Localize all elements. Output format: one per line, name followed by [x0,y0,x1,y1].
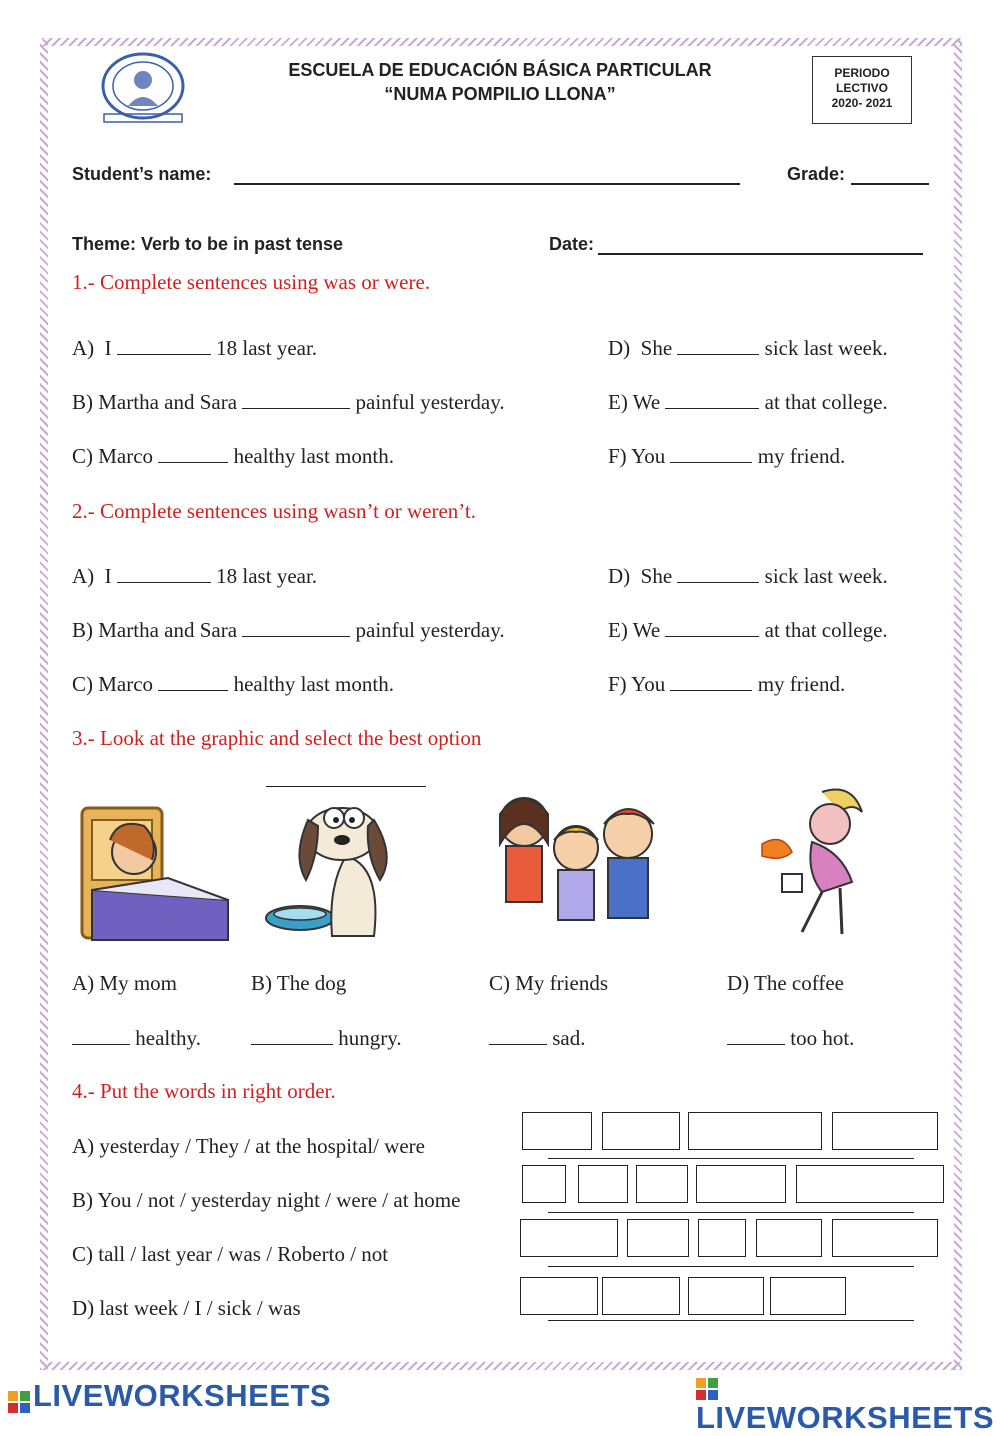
item-text: C) Marco [72,672,159,696]
section4-title: 4.- Put the words in right order. [72,1079,336,1103]
theme-label: Theme: Verb to be in past tense [72,234,344,254]
page-border-top [42,38,962,46]
word-box[interactable] [602,1277,680,1315]
answer-blank[interactable] [670,444,752,463]
s4-item-b: B) You / not / yesterday night / were / at home [72,1188,461,1212]
item-text: sick last week. [759,336,888,360]
page-border-bottom [42,1362,962,1370]
hot-coffee-illustration [722,782,890,942]
item-text: A) I [72,564,117,588]
school-name-line1: ESCUELA DE EDUCACIÓN BÁSICA PARTICULAR [288,60,712,80]
s2-item-c [72,672,394,697]
answer-blank[interactable] [117,336,211,355]
student-name-label: Student’s name: [72,164,212,184]
caption-c: C) My friends [489,971,608,995]
answer-line [548,1266,914,1267]
grade-label: Grade: [787,164,846,184]
word-box[interactable] [522,1165,566,1203]
completion-text: healthy. [135,1026,201,1050]
completion-text: hungry. [338,1026,402,1050]
s1-item-f [608,444,845,469]
word-box[interactable] [698,1219,746,1257]
period-line: PERIODO [834,66,890,80]
section1-title: 1.- Complete sentences using was or were. [72,270,431,294]
item-text: 18 last year. [210,564,318,588]
date-label: Date: [549,234,595,254]
item-text: D) She [608,564,678,588]
answer-line [548,1158,914,1159]
friends-illustration [488,784,663,942]
answer-blank[interactable] [670,672,752,691]
word-box[interactable] [688,1112,822,1150]
word-box[interactable] [578,1165,628,1203]
item-text: B) Martha and Sara [72,390,243,414]
answer-blank[interactable] [251,1026,333,1045]
word-box[interactable] [832,1112,938,1150]
hungry-dog-illustration [262,796,412,948]
s4-item-c: C) tall / last year / was / Roberto / not [72,1242,389,1266]
answer-blank[interactable] [242,618,350,637]
item-text: B) Martha and Sara [72,618,243,642]
completion-a [72,1026,201,1051]
date-field[interactable] [598,253,923,255]
period-box [812,56,912,124]
section3-title: 3.- Look at the graphic and select the best option [72,726,482,750]
picture-blank-line [266,786,426,787]
section2-title: 2.- Complete sentences using wasn’t or weren’t. [72,499,476,523]
answer-blank[interactable] [72,1026,130,1045]
item-text: my friend. [752,444,846,468]
footer-brand-right [696,1378,1000,1436]
answer-blank[interactable] [677,564,759,583]
answer-line [548,1320,914,1321]
completion-b [251,1026,402,1051]
answer-line [548,1212,914,1213]
word-box[interactable] [520,1277,598,1315]
caption-a: A) My mom [72,971,177,995]
answer-blank[interactable] [158,672,228,691]
item-text: E) We [608,618,666,642]
footer-brand-left [8,1378,331,1414]
answer-blank[interactable] [665,618,759,637]
s2-item-e [608,618,888,643]
item-text: C) Marco [72,444,159,468]
s1-item-c [72,444,394,469]
s1-item-d [608,336,888,361]
item-text: healthy last month. [228,672,394,696]
item-text: F) You [608,672,671,696]
s2-item-f [608,672,845,697]
item-text: at that college. [759,618,888,642]
item-text: 18 last year. [210,336,318,360]
page-border-left [40,40,48,1370]
period-line: LECTIVO [835,81,888,95]
caption-b: B) The dog [251,971,347,995]
word-box[interactable] [636,1165,688,1203]
liveworksheets-icon [8,1391,30,1413]
school-logo [98,52,188,124]
item-text: healthy last month. [228,444,394,468]
item-text: D) She [608,336,678,360]
item-text: my friend. [752,672,846,696]
sick-mom-illustration [78,800,238,948]
item-text: at that college. [759,390,888,414]
word-box[interactable] [832,1219,938,1257]
answer-blank[interactable] [242,390,350,409]
word-box[interactable] [696,1165,786,1203]
s2-item-b [72,618,505,643]
school-name-line2: “NUMA POMPILIO LLONA” [384,84,616,104]
word-box[interactable] [627,1219,689,1257]
page-border-right [954,40,962,1370]
item-text: E) We [608,390,666,414]
grade-field[interactable] [851,183,929,185]
word-box[interactable] [770,1277,846,1315]
s2-item-d [608,564,888,589]
caption-d: D) The coffee [727,971,844,995]
student-name-field[interactable] [234,183,740,185]
item-text: painful yesterday. [350,618,505,642]
brand-text: LIVEWORKSHEETS [696,1400,995,1435]
answer-blank[interactable] [489,1026,547,1045]
item-text: A) I [72,336,117,360]
word-box[interactable] [796,1165,944,1203]
completion-text: sad. [552,1026,586,1050]
answer-blank[interactable] [727,1026,785,1045]
item-text: painful yesterday. [350,390,505,414]
item-text: sick last week. [759,564,888,588]
answer-blank[interactable] [117,564,211,583]
word-box[interactable] [602,1112,680,1150]
s4-item-d: D) last week / I / sick / was [72,1296,301,1320]
word-box[interactable] [520,1219,618,1257]
s1-item-e [608,390,888,415]
completion-c [489,1026,586,1051]
word-box[interactable] [756,1219,822,1257]
answer-blank[interactable] [677,336,759,355]
completion-text: too hot. [790,1026,855,1050]
s4-item-a: A) yesterday / They / at the hospital/ were [72,1134,426,1158]
s1-item-b [72,390,505,415]
completion-d [727,1026,854,1051]
brand-text: LIVEWORKSHEETS [33,1378,332,1413]
word-box[interactable] [688,1277,764,1315]
s2-item-a [72,564,317,589]
liveworksheets-icon [696,1378,718,1400]
item-text: F) You [608,444,671,468]
word-box[interactable] [522,1112,592,1150]
answer-blank[interactable] [665,390,759,409]
answer-blank[interactable] [158,444,228,463]
s1-item-a [72,336,317,361]
period-line: 2020- 2021 [831,96,893,110]
